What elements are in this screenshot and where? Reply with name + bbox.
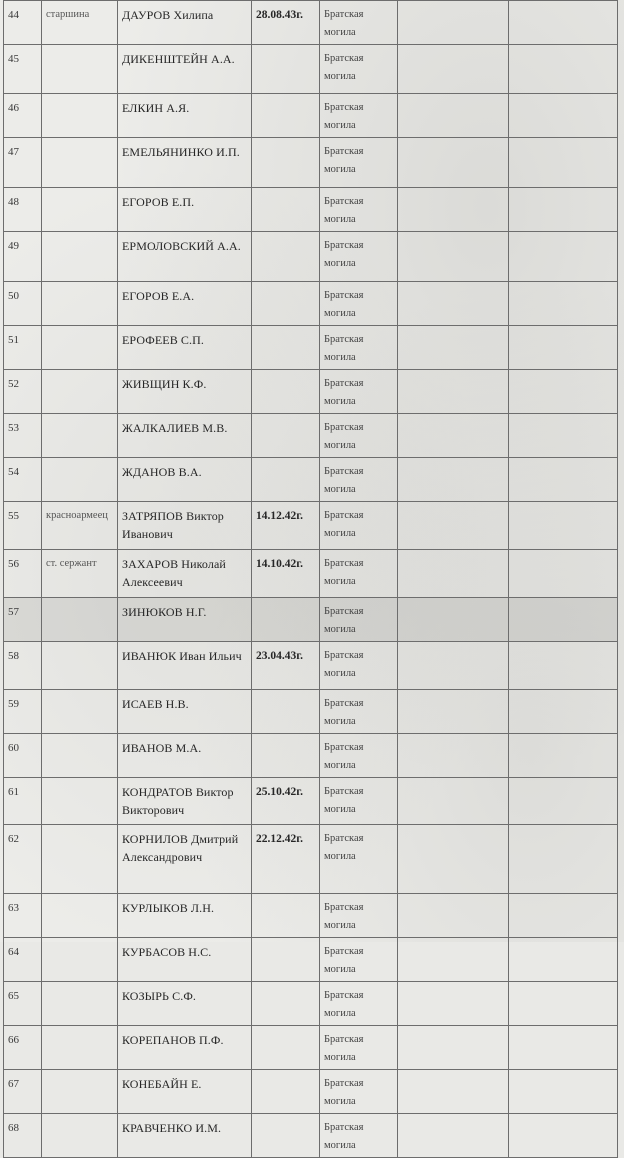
row-number: 50 — [4, 282, 42, 326]
name-cell: ЗАХАРОВ Николай Алексеевич — [118, 550, 252, 598]
empty-cell — [398, 45, 509, 94]
death-date-cell — [252, 1070, 320, 1114]
row-number: 49 — [4, 232, 42, 282]
empty-cell — [398, 458, 509, 502]
burial-type-cell: Братская могила — [320, 1070, 398, 1114]
table-row — [4, 138, 618, 188]
death-date-cell — [252, 598, 320, 642]
name-cell: КУРБАСОВ Н.С. — [118, 938, 252, 982]
death-date-cell — [252, 188, 320, 232]
death-date-cell — [252, 458, 320, 502]
name-cell: ЖДАНОВ В.А. — [118, 458, 252, 502]
burial-type-cell: Братская могила — [320, 690, 398, 734]
row-number: 53 — [4, 414, 42, 458]
burial-type-cell: Братская могила — [320, 458, 398, 502]
row-number: 67 — [4, 1070, 42, 1114]
table-row — [4, 458, 618, 502]
name-cell: ЖАЛКАЛИЕВ М.В. — [118, 414, 252, 458]
burial-type-cell: Братская могила — [320, 232, 398, 282]
rank-cell — [42, 825, 118, 894]
table-row — [4, 778, 618, 825]
burial-type-cell: Братская могила — [320, 778, 398, 825]
row-number: 64 — [4, 938, 42, 982]
rank-cell — [42, 938, 118, 982]
row-number: 47 — [4, 138, 42, 188]
row-number: 57 — [4, 598, 42, 642]
rank-cell — [42, 414, 118, 458]
empty-cell — [509, 370, 618, 414]
name-cell: ЗИНЮКОВ Н.Г. — [118, 598, 252, 642]
row-number: 59 — [4, 690, 42, 734]
empty-cell — [509, 232, 618, 282]
empty-cell — [398, 138, 509, 188]
empty-cell — [398, 188, 509, 232]
rank-cell: ст. сержант — [42, 550, 118, 598]
name-cell: КОРНИЛОВ Дмитрий Александрович — [118, 825, 252, 894]
name-cell: ЕМЕЛЬЯНИНКО И.П. — [118, 138, 252, 188]
empty-cell — [509, 778, 618, 825]
name-cell: ЕРОФЕЕВ С.П. — [118, 326, 252, 370]
empty-cell — [509, 894, 618, 938]
row-number: 56 — [4, 550, 42, 598]
empty-cell — [398, 642, 509, 690]
burial-type-cell: Братская могила — [320, 94, 398, 138]
rank-cell — [42, 370, 118, 414]
burial-type-cell: Братская могила — [320, 1114, 398, 1158]
empty-cell — [509, 1114, 618, 1158]
name-cell: ЕГОРОВ Е.А. — [118, 282, 252, 326]
burial-list-table — [3, 0, 618, 1158]
death-date-cell — [252, 938, 320, 982]
name-cell: ЕГОРОВ Е.П. — [118, 188, 252, 232]
row-number: 63 — [4, 894, 42, 938]
rank-cell — [42, 690, 118, 734]
death-date-cell: 28.08.43г. — [252, 1, 320, 45]
rank-cell — [42, 94, 118, 138]
table-row — [4, 414, 618, 458]
empty-cell — [509, 550, 618, 598]
name-cell: КОЗЫРЬ С.Ф. — [118, 982, 252, 1026]
burial-type-cell: Братская могила — [320, 188, 398, 232]
name-cell: ЕЛКИН А.Я. — [118, 94, 252, 138]
row-number: 44 — [4, 1, 42, 45]
table-row — [4, 1070, 618, 1114]
table-row — [4, 598, 618, 642]
table-row — [4, 690, 618, 734]
name-cell: ЕРМОЛОВСКИЙ А.А. — [118, 232, 252, 282]
table-row — [4, 894, 618, 938]
rank-cell — [42, 138, 118, 188]
burial-type-cell: Братская могила — [320, 138, 398, 188]
death-date-cell — [252, 282, 320, 326]
table-row — [4, 1, 618, 45]
empty-cell — [398, 1114, 509, 1158]
table-row — [4, 232, 618, 282]
death-date-cell — [252, 370, 320, 414]
row-number: 58 — [4, 642, 42, 690]
empty-cell — [509, 138, 618, 188]
table-row — [4, 282, 618, 326]
death-date-cell: 23.04.43г. — [252, 642, 320, 690]
table-row — [4, 370, 618, 414]
empty-cell — [509, 598, 618, 642]
name-cell: ДАУРОВ Хилипа — [118, 1, 252, 45]
name-cell: КОНДРАТОВ Виктор Викторович — [118, 778, 252, 825]
table-row — [4, 94, 618, 138]
name-cell: КОНЕБАЙН Е. — [118, 1070, 252, 1114]
rank-cell — [42, 778, 118, 825]
row-number: 55 — [4, 502, 42, 550]
row-number: 48 — [4, 188, 42, 232]
empty-cell — [509, 1026, 618, 1070]
name-cell: КОРЕПАНОВ П.Ф. — [118, 1026, 252, 1070]
row-number: 46 — [4, 94, 42, 138]
death-date-cell: 25.10.42г. — [252, 778, 320, 825]
empty-cell — [509, 825, 618, 894]
burial-type-cell: Братская могила — [320, 502, 398, 550]
empty-cell — [398, 550, 509, 598]
death-date-cell: 22.12.42г. — [252, 825, 320, 894]
death-date-cell: 14.12.42г. — [252, 502, 320, 550]
empty-cell — [509, 982, 618, 1026]
empty-cell — [398, 232, 509, 282]
death-date-cell — [252, 94, 320, 138]
empty-cell — [398, 282, 509, 326]
death-date-cell — [252, 894, 320, 938]
rank-cell — [42, 1114, 118, 1158]
empty-cell — [509, 458, 618, 502]
empty-cell — [398, 370, 509, 414]
row-number: 54 — [4, 458, 42, 502]
burial-type-cell: Братская могила — [320, 734, 398, 778]
row-number: 52 — [4, 370, 42, 414]
death-date-cell — [252, 1026, 320, 1070]
rank-cell — [42, 282, 118, 326]
empty-cell — [509, 45, 618, 94]
burial-type-cell: Братская могила — [320, 326, 398, 370]
row-number: 65 — [4, 982, 42, 1026]
rank-cell — [42, 188, 118, 232]
row-number: 66 — [4, 1026, 42, 1070]
death-date-cell — [252, 138, 320, 188]
empty-cell — [398, 502, 509, 550]
burial-type-cell: Братская могила — [320, 414, 398, 458]
rank-cell — [42, 45, 118, 94]
empty-cell — [509, 502, 618, 550]
rank-cell — [42, 1026, 118, 1070]
row-number: 61 — [4, 778, 42, 825]
death-date-cell — [252, 690, 320, 734]
rank-cell — [42, 232, 118, 282]
burial-type-cell: Братская могила — [320, 598, 398, 642]
rank-cell — [42, 734, 118, 778]
empty-cell — [398, 94, 509, 138]
empty-cell — [398, 1070, 509, 1114]
death-date-cell — [252, 982, 320, 1026]
empty-cell — [509, 326, 618, 370]
rank-cell — [42, 458, 118, 502]
burial-type-cell: Братская могила — [320, 370, 398, 414]
empty-cell — [398, 690, 509, 734]
rank-cell: красноармеец — [42, 502, 118, 550]
table-row — [4, 45, 618, 94]
name-cell: ИСАЕВ Н.В. — [118, 690, 252, 734]
table-row — [4, 734, 618, 778]
table-row — [4, 326, 618, 370]
name-cell: ИВАНЮК Иван Ильич — [118, 642, 252, 690]
death-date-cell — [252, 326, 320, 370]
burial-type-cell: Братская могила — [320, 982, 398, 1026]
empty-cell — [509, 1, 618, 45]
burial-type-cell: Братская могила — [320, 642, 398, 690]
table-row — [4, 642, 618, 690]
row-number: 68 — [4, 1114, 42, 1158]
burial-type-cell: Братская могила — [320, 282, 398, 326]
table-row — [4, 188, 618, 232]
burial-type-cell: Братская могила — [320, 550, 398, 598]
death-date-cell — [252, 232, 320, 282]
death-date-cell: 14.10.42г. — [252, 550, 320, 598]
rank-cell — [42, 894, 118, 938]
name-cell: КРАВЧЕНКО И.М. — [118, 1114, 252, 1158]
empty-cell — [398, 938, 509, 982]
empty-cell — [398, 414, 509, 458]
row-number: 45 — [4, 45, 42, 94]
name-cell: ЗАТРЯПОВ Виктор Иванович — [118, 502, 252, 550]
empty-cell — [398, 825, 509, 894]
death-date-cell — [252, 45, 320, 94]
name-cell: ДИКЕНШТЕЙН А.А. — [118, 45, 252, 94]
empty-cell — [398, 598, 509, 642]
table-row — [4, 550, 618, 598]
empty-cell — [509, 734, 618, 778]
name-cell: ЖИВЩИН К.Ф. — [118, 370, 252, 414]
rank-cell — [42, 642, 118, 690]
death-date-cell — [252, 1114, 320, 1158]
death-date-cell — [252, 414, 320, 458]
name-cell: КУРЛЫКОВ Л.Н. — [118, 894, 252, 938]
burial-type-cell: Братская могила — [320, 1026, 398, 1070]
empty-cell — [509, 1070, 618, 1114]
burial-type-cell: Братская могила — [320, 894, 398, 938]
empty-cell — [398, 778, 509, 825]
empty-cell — [509, 188, 618, 232]
name-cell: ИВАНОВ М.А. — [118, 734, 252, 778]
empty-cell — [398, 1, 509, 45]
table-row — [4, 1114, 618, 1158]
burial-type-cell: Братская могила — [320, 825, 398, 894]
burial-type-cell: Братская могила — [320, 45, 398, 94]
empty-cell — [509, 94, 618, 138]
empty-cell — [509, 282, 618, 326]
table-row — [4, 982, 618, 1026]
empty-cell — [509, 642, 618, 690]
empty-cell — [398, 982, 509, 1026]
rank-cell — [42, 326, 118, 370]
empty-cell — [398, 1026, 509, 1070]
table-row — [4, 825, 618, 894]
rank-cell: старшина — [42, 1, 118, 45]
row-number: 62 — [4, 825, 42, 894]
table-row — [4, 938, 618, 982]
rank-cell — [42, 982, 118, 1026]
burial-type-cell: Братская могила — [320, 1, 398, 45]
table-row — [4, 502, 618, 550]
empty-cell — [509, 414, 618, 458]
burial-type-cell: Братская могила — [320, 938, 398, 982]
row-number: 51 — [4, 326, 42, 370]
empty-cell — [398, 894, 509, 938]
rank-cell — [42, 1070, 118, 1114]
empty-cell — [509, 690, 618, 734]
row-number: 60 — [4, 734, 42, 778]
table-row — [4, 1026, 618, 1070]
rank-cell — [42, 598, 118, 642]
empty-cell — [509, 938, 618, 982]
empty-cell — [398, 734, 509, 778]
empty-cell — [398, 326, 509, 370]
death-date-cell — [252, 734, 320, 778]
